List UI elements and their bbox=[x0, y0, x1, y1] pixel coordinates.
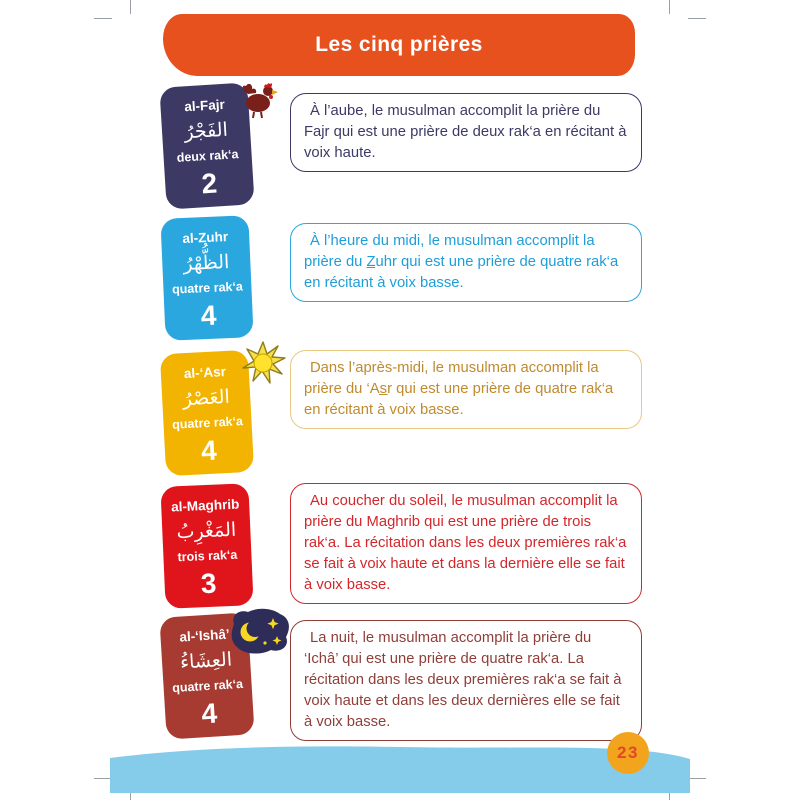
prayer-rakat-label: quatre rak‘a bbox=[171, 676, 244, 696]
crop-mark bbox=[130, 0, 131, 14]
crop-mark bbox=[94, 18, 112, 19]
prayer-rakat-count: 2 bbox=[200, 167, 219, 200]
page-number: 23 bbox=[617, 743, 639, 762]
prayer-rakat-label: trois rak‘a bbox=[177, 547, 238, 565]
prayer-rakat-count: 4 bbox=[200, 697, 219, 730]
prayer-arabic: الظُّهْرُ bbox=[182, 251, 230, 276]
prayer-description: À l’aube, le musulman accomplit la prière du Fajr qui est une prière de deux rak‘a en récitant à voix haute. bbox=[290, 93, 642, 172]
prayer-arabic: العَصْرُ bbox=[182, 385, 231, 411]
prayer-rakat-count: 3 bbox=[200, 567, 218, 600]
prayer-description: Au coucher du soleil, le musulman accomplit la prière du Maghrib qui est une prière de trois rak‘a. La récitation dans les deux premières rak‘a se fait à voix haute et dans la dernière elle se fait à voix basse. bbox=[290, 483, 642, 604]
prayer-card-maghrib bbox=[160, 483, 253, 609]
page-title: Les cinq prières bbox=[315, 33, 483, 56]
prayer-name: al-‘Asr bbox=[183, 363, 227, 382]
page-header-banner bbox=[163, 14, 635, 76]
prayer-name: al-‘Ishâ’ bbox=[178, 626, 231, 645]
prayer-description: La nuit, le musulman accomplit la prière du ‘Ichâ’ qui est une prière de quatre rak‘a. La récitation dans les deux premières rak‘a se fait à voix haute et dans les deux dernières elle se fait à voix basse. bbox=[290, 620, 642, 741]
prayer-arabic: المَغْرِبُ bbox=[176, 518, 237, 544]
crop-mark bbox=[688, 778, 706, 779]
prayer-card-zuhr bbox=[160, 215, 253, 341]
prayer-description: À l’heure du midi, le musulman accomplit la prière du Z̲uhr qui est une prière de quatre rak‘a en récitant à voix basse. bbox=[290, 223, 642, 302]
crop-mark bbox=[688, 18, 706, 19]
night-sky-icon bbox=[228, 606, 292, 656]
prayer-arabic: الفَجْرُ bbox=[183, 118, 229, 144]
prayer-name: al-Maghrib bbox=[170, 496, 240, 515]
prayer-name: al-Zuhr bbox=[182, 229, 229, 247]
prayer-rakat-count: 4 bbox=[200, 434, 218, 467]
prayer-name: al-Fajr bbox=[183, 96, 226, 115]
footer-wave bbox=[110, 742, 690, 793]
prayer-rakat-count: 4 bbox=[200, 299, 218, 332]
prayer-rakat-label: quatre rak‘a bbox=[171, 414, 244, 432]
prayer-rakat-label: quatre rak‘a bbox=[171, 279, 244, 297]
page-number-badge bbox=[607, 732, 649, 774]
crop-mark bbox=[669, 0, 670, 14]
prayer-description: Dans l’après-midi, le musulman accomplit la prière du ‘As̲r qui est une prière de quatre rak‘a en récitant à voix basse. bbox=[290, 350, 642, 429]
prayer-arabic: العِشَاءُ bbox=[179, 648, 233, 674]
rooster-icon bbox=[238, 80, 278, 120]
sun-icon bbox=[240, 340, 286, 386]
prayer-rakat-label: deux rak‘a bbox=[176, 147, 239, 165]
